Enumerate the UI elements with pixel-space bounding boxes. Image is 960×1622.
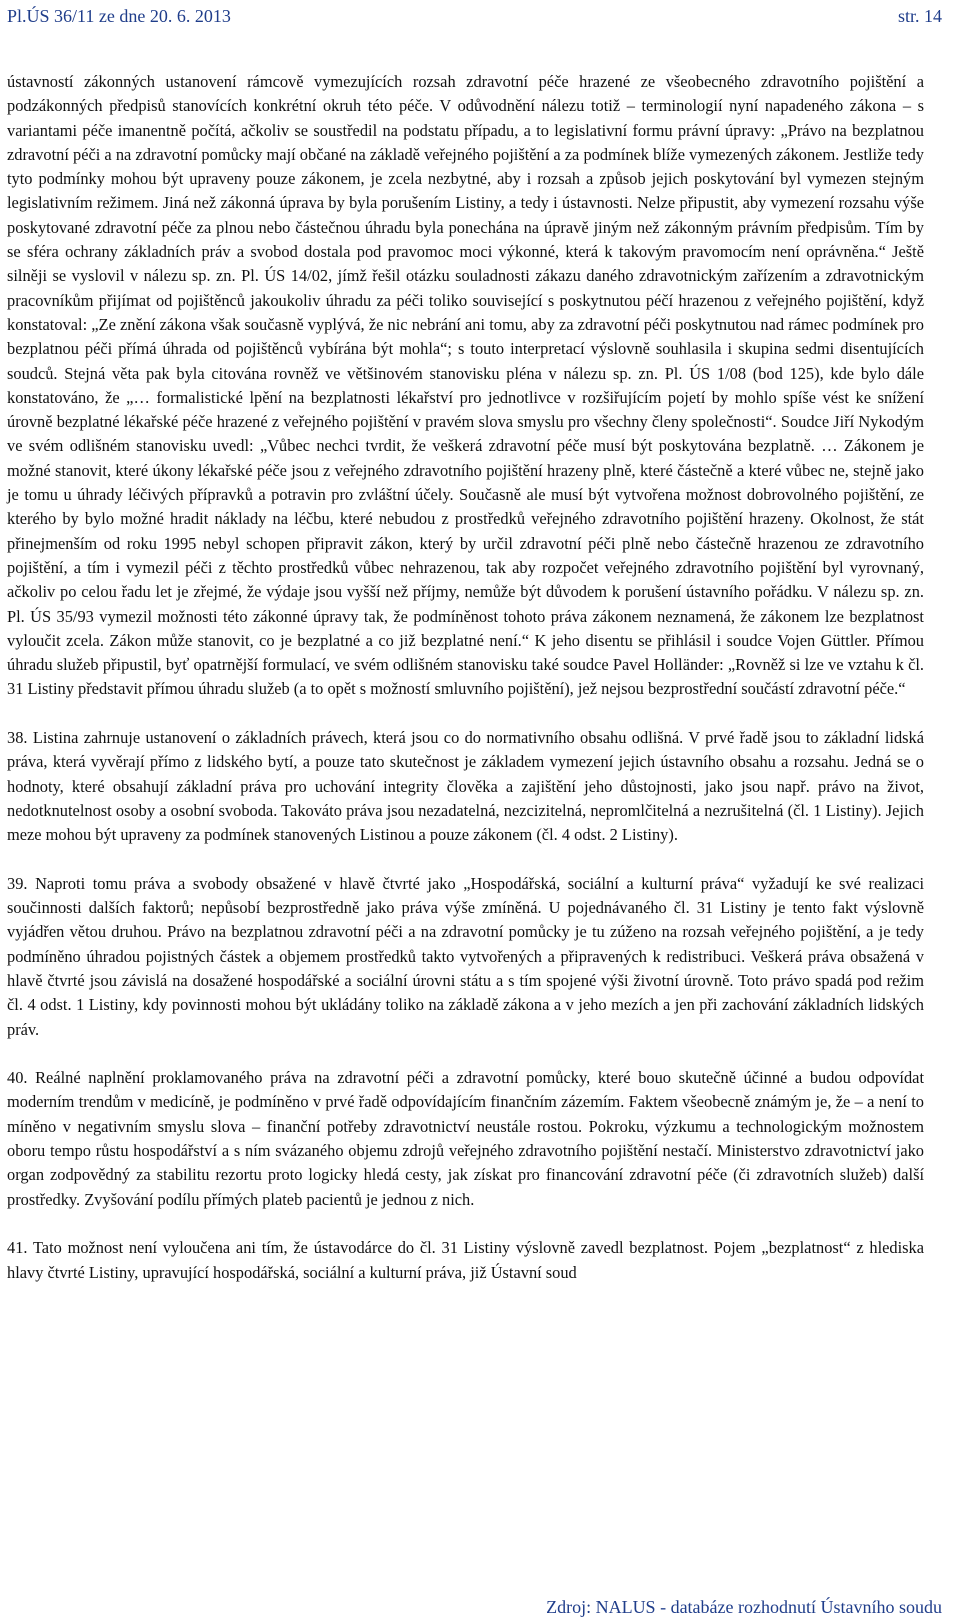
page-number: str. 14 [897, 6, 942, 26]
paragraph-38: 38. Listina zahrnuje ustanovení o základních právech, která jsou co do normativního obsahu odlišná. V prvé řadě jsou to základní lidská práva, která vyvěrají přímo z lidského bytí, a pouze tato skutečnost je základem vymezení jejich ústavního obsahu a rozsahu. Jedná se o hodnoty, které obsahují základní práva pro uchování integrity člověka a zajištění jeho důstojnosti, jako jsou např. právo na život, nedotknutelnost osoby a osobní svoboda. Takováto práva jsou nezadatelná, nezcizitelná, nepromlčitelná a nezrušitelná (čl. 1 Listiny). Jejich meze mohou být upraveny za podmínek stanovených Listinou a pouze zákonem (čl. 4 odst. 2 Listiny). [7, 728, 924, 845]
paragraph-41: 41. Tato možnost není vyloučena ani tím, že ústavodárce do čl. 31 Listiny výslovně zavedl bezplatnost. Pojem „bezplatnost“ z hlediska hlavy čtvrté Listiny, upravující hospodářská, sociální a kulturní práva, již Ústavní soud [7, 1238, 924, 1282]
document-body [7, 70, 924, 1309]
paragraph-40: 40. Reálné naplnění proklamovaného práva na zdravotní péči a zdravotní pomůcky, které bouo skutečně účinné a budou odpovídat moderním trendům v medicíně, je podmíněno v prvé řadě odpovídajícím finančním zázemím. Faktem všeobecně známým je, že – a není to míněno v negativním smyslu slova – finanční potřeby zdravotnictví neustále rostou. Pokroku, výzkumu a technologickým možnostem oboru tempo růstu hospodářství a s ním svázaného objemu zdrojů veřejného zdravotního pojištění nestačí. Ministerstvo zdravotnictví jako organ zodpovědný za stabilitu rezortu proto logicky hledá cesty, jak získat pro financování zdravotní péče (či zdravotních služeb) další prostředky. Zvyšování podílu přímých plateb pacientů je jednou z nich. [7, 1068, 924, 1209]
page-header [7, 6, 942, 30]
paragraph-39: 39. Naproti tomu práva a svobody obsažené v hlavě čtvrté jako „Hospodářská, sociální a kulturní práva“ vyžadují ke své realizaci součinnosti dalších faktorů; nepůsobí bezprostředně jako práva výše zmíněná. U pojednávaného čl. 31 Listiny je tento fakt výslovně vyjádřen větou druhou. Právo na bezplatnou zdravotní péči a na zdravotní pomůcky je tu zúženo na rozsah veřejného pojištění, a je tedy podmíněno úhradou pojistných částek a objemem prostředků takto vytvořených a připravených k redistribuci. Veškerá práva obsažená v hlavě čtvrté jsou závislá na dosažené hospodářské a sociální úrovni státu a s tím spojené výši životní úrovně. Toto právo spadá pod režim čl. 4 odst. 1 Listiny, kdy povinnosti mohou být ukládány toliko na základě zákona a v jeho mezích a jen při zachování základních lidských práv. [7, 873, 924, 1039]
paragraph-continuation: ústavností zákonných ustanovení rámcově vymezujících rozsah zdravotní péče hrazené ze všeobecného zdravotního pojištění a podzákonných předpisů stanovících konkrétní okruh této péče. V odůvodnění nálezu totiž – terminologií nyní napadeného zákona – s variantami péče imanentně počítá, ačkoliv se soustředil na podstatu případu, a to legislativní formu právní úpravy: „Právo na bezplatnou zdravotní péči a na zdravotní pomůcky mají občané na základě veřejného pojištění a za podmínek blíže vymezených zákonem. Jestliže tedy tyto podmínky mohou být upraveny pouze zákonem, je zcela nezbytné, aby i rozsah a způsob jejich poskytování byl vymezen stejným legislativním režimem. Jiná než zákonná úprava by byla porušením Listiny, a tedy i ústavnosti. Nelze připustit, aby vymezení rozsahu výše poskytované zdravotní péče za plnou nebo částečnou úhradu byla ponechána na úpravě jiným než zákonným právním předpisům. Tím by se sféra ochrany základních práv a svobod dostala pod pravomoc moci výkonné, která k takovým pravomocím není oprávněna.“ Ještě silněji se vyslovil v nálezu sp. zn. Pl. ÚS 14/02, jímž řešil otázku souladnosti zákazu daného zdravotnickým zařízením a zdravotnickým pracovníkům přijímat od pojištěnců jakoukoliv úhradu za péči toliko související s poskytnutou péčí hrazenou z veřejného pojištění, když konstatoval: „Ze znění zákona však současně vyplývá, že nic nebrání ani tomu, aby za zdravotní péči poskytnutou nad rámec podmínek pro bezplatnou péči přímá úhrada od pojištěnců vybírána být mohla“; s touto interpretací výslovně souhlasila i skupina sedmi disentujících soudců. Stejná věta pak byla citována rovněž ve většinovém stanovisku pléna v nálezu sp. zn. Pl. ÚS 1/08 (bod 125), kde bylo dále konstatováno, že „… formalistické lpění na bezplatnosti lékařství pro jednotlivce v rozšiřujícím pojetí by mohlo spíše vést ke snížení úrovně bezplatné lékařské péče hrazené z veřejného pojištění v pravém slova smyslu pro všechny členy společnosti“. Soudce Jiří Nykodým ve svém odlišném stanovisku uvedl: „Vůbec nechci tvrdit, že veškerá zdravotní péče musí být poskytována bezplatně. … Zákonem je možné stanovit, které úkony lékařské péče jsou z veřejného zdravotního pojištění hrazeny plně, které částečně a které vůbec ne, stejně jako je tomu u úhrady léčivých přípravků a potravin pro zvláštní účely. Současně ale musí být vytvořena možnost dobrovolného pojištění, ze kterého by bylo možné hradit náklady na léčbu, které nebudou z prostředků veřejného zdravotního pojištění hrazeny. Okolnost, že stát přinejmenším od roku 1995 nebyl schopen připravit zákon, který by určil zdravotní péči plně nebo částečně hrazenou ze zdravotního pojištění, a tím i vymezil péči z těchto prostředků vůbec nehrazenou, tak aby rozpočet veřejného zdravotního pojištění byl vyrovnaný, ačkoliv po celou řadu let je zřejmé, že výdaje jsou vyšší než příjmy, nemůže být důvodem k porušení ústavního pořádku. V nálezu sp. zn. Pl. ÚS 35/93 vymezil možnosti této zákonné úpravy tak, že podmíněnost tohoto práva zákonem neznamená, že zákonem lze bezplatnost vyloučit zcela. Zákon může stanovit, co je bezplatné a co již bezplatné není.“ K jeho disentu se přihlásil i soudce Vojen Güttler. Přímou úhradu služeb připustil, byť opatrnější formulací, ve svém odlišném stanovisku také soudce Pavel Holländer: „Rovněž si lze ve vztahu k čl. 31 Listiny představit přímou úhradu služeb (a to opět s možností smluvního pojištění), jež nejsou bezprostřední součástí zdravotní péče.“ [7, 72, 924, 699]
case-reference: Pl.ÚS 36/11 ze dne 20. 6. 2013 [7, 6, 231, 26]
source-footer: Zdroj: NALUS - databáze rozhodnutí Ústavního soudu [546, 1597, 942, 1617]
